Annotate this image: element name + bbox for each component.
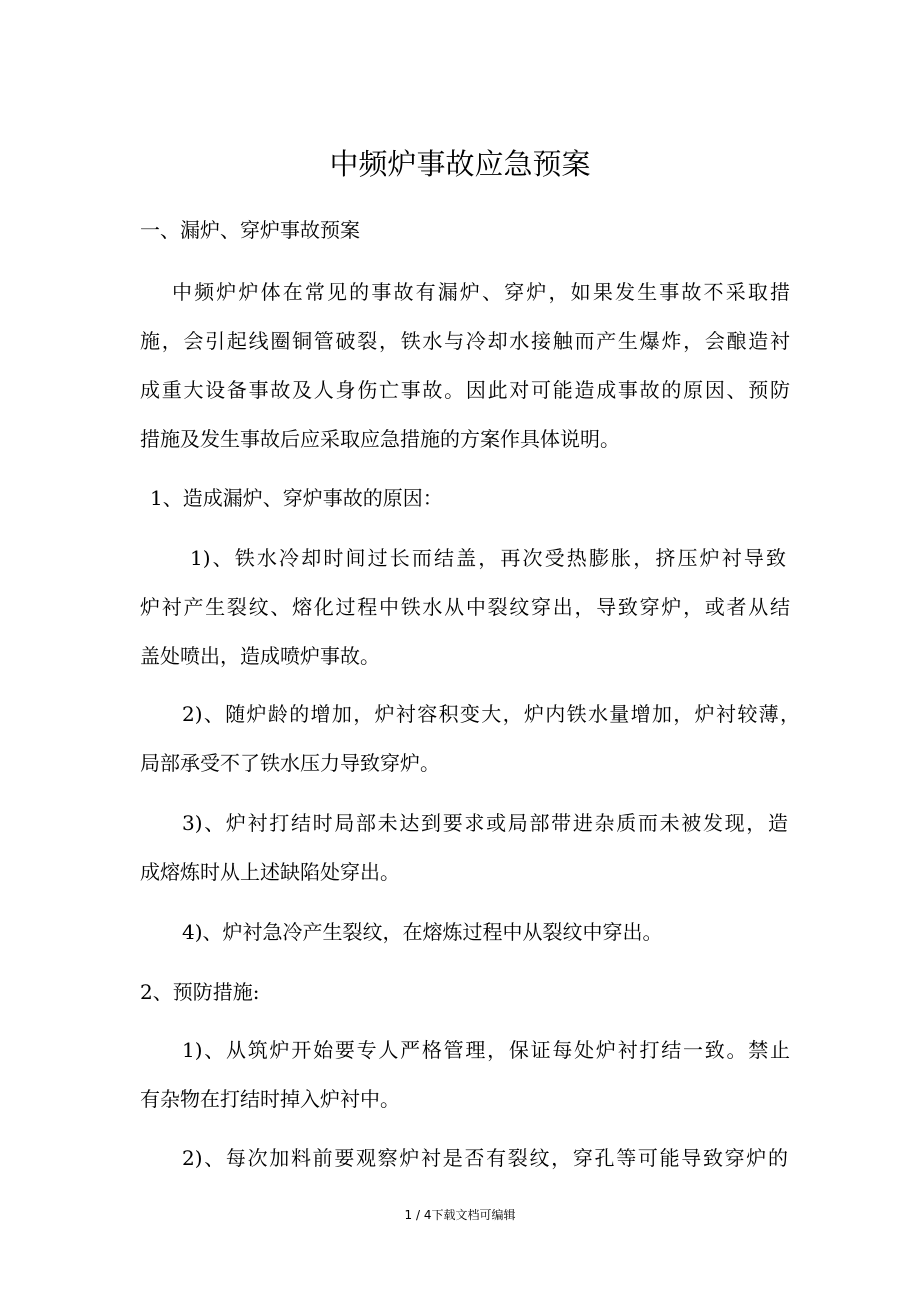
paragraph-line: 成重大设备事故及人身伤亡事故。因此对可能造成事故的原因、预防	[140, 378, 790, 402]
section-heading: 一、漏炉、穿炉事故预案	[140, 218, 360, 242]
paragraph-line: 2)、随炉龄的增加，炉衬容积变大，炉内铁水量增加，炉衬较薄，	[182, 702, 800, 726]
document-title: 中频炉事故应急预案	[329, 147, 591, 181]
paragraph-line: 施，会引起线圈铜管破裂，铁水与冷却水接触而产生爆炸，会酿造衬	[140, 329, 790, 353]
paragraph-line: 4)、炉衬急冷产生裂纹，在熔炼过程中从裂纹中穿出。	[182, 920, 663, 944]
paragraph-line: 中频炉炉体在常见的事故有漏炉、穿炉，如果发生事故不采取措	[172, 280, 790, 304]
paragraph-line: 3)、炉衬打结时局部未达到要求或局部带进杂质而未被发现，造	[182, 811, 788, 835]
paragraph-line: 局部承受不了铁水压力导致穿炉。	[140, 751, 440, 775]
subsection-heading: 2、预防措施:	[140, 980, 260, 1004]
paragraph-line: 盖处喷出，造成喷炉事故。	[140, 644, 380, 668]
paragraph-line: 2)、每次加料前要观察炉衬是否有裂纹，穿孔等可能导致穿炉的	[182, 1146, 788, 1170]
paragraph-line: 1)、从筑炉开始要专人严格管理，保证每处炉衬打结一致。禁止	[182, 1038, 790, 1062]
paragraph-line: 1)、铁水冷却时间过长而结盖，再次受热膨胀，挤压炉衬导致	[190, 546, 786, 570]
paragraph-line: 成熔炼时从上述缺陷处穿出。	[140, 860, 400, 884]
subsection-heading: 1、造成漏炉、穿炉事故的原因：	[150, 486, 443, 510]
paragraph-line: 措施及发生事故后应采取应急措施的方案作具体说明。	[140, 427, 620, 451]
paragraph-line: 炉衬产生裂纹、熔化过程中铁水从中裂纹穿出，导致穿炉，或者从结	[140, 595, 790, 619]
page-footer: 1 / 4下载文档可编辑	[404, 1208, 516, 1222]
paragraph-line: 有杂物在打结时掉入炉衬中。	[140, 1087, 400, 1111]
